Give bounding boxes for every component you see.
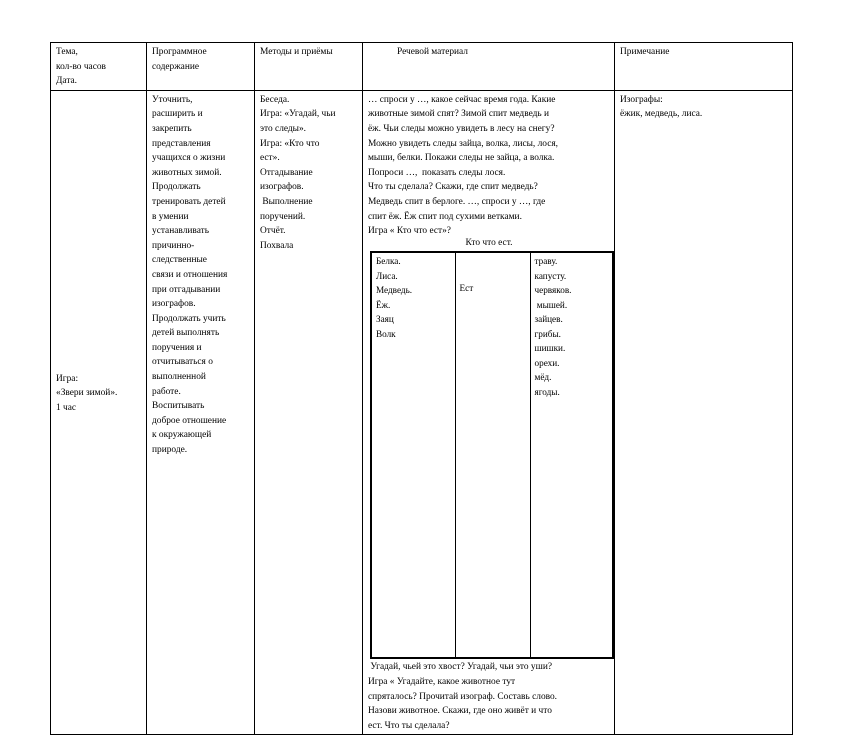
program-line: выполненной <box>152 372 206 383</box>
program-line: расширить и <box>152 109 203 120</box>
header-speech: Речевой материал <box>397 47 468 57</box>
program-line: отчитываться о <box>152 357 213 368</box>
speech-line: Назови животное. Скажи, где оно живёт и что <box>368 706 552 717</box>
speech-line: Игра « Кто что ест»? <box>368 226 451 237</box>
program-line: представления <box>152 138 211 149</box>
food-item: мёд. <box>534 372 552 383</box>
speech-line: ёж. Чьи следы можно увидеть в лесу на снегу? <box>368 123 555 134</box>
speech-line: спит ёж. Ёж спит под сухими ветками. <box>368 211 522 222</box>
methods-line: Похвала <box>260 240 294 251</box>
methods-line: Отчёт. <box>260 226 286 237</box>
notes-line: Изографы: <box>620 94 663 105</box>
program-line: изографов. <box>152 299 196 310</box>
header-methods-cell <box>255 43 363 91</box>
speech-line: Угадай, чьей это хвост? Угадай, чьи это уши? <box>368 662 552 673</box>
program-line: к окружающей <box>152 430 212 441</box>
animal-item: Заяц <box>376 314 394 325</box>
speech-line: Что ты сделала? Скажи, где спит медведь? <box>368 182 538 193</box>
methods-line: ест». <box>260 153 280 164</box>
notes-cell <box>615 90 793 735</box>
header-topic-line: Дата. <box>56 76 78 87</box>
program-line: поручения и <box>152 342 202 353</box>
methods-cell <box>255 90 363 735</box>
animal-item: Ёж. <box>376 299 391 310</box>
foods-column <box>530 252 613 658</box>
program-line: Уточнить, <box>152 94 193 105</box>
food-item: ягоды. <box>534 386 560 397</box>
speech-line: животные зимой спят? Зимой спит медведь и <box>368 109 550 120</box>
animal-item: Медведь. <box>376 285 413 296</box>
food-item: грибы. <box>534 328 561 339</box>
lesson-plan-table <box>50 42 793 735</box>
program-content-cell <box>147 90 255 735</box>
header-program-line: содержание <box>152 61 200 72</box>
methods-line: поручений. <box>260 211 306 222</box>
program-line: тренировать детей <box>152 196 226 207</box>
program-line: при отгадывании <box>152 284 221 295</box>
program-line: детей выполнять <box>152 328 220 339</box>
program-line: работе. <box>152 386 181 397</box>
who-eats-what-table <box>370 251 614 659</box>
who-eats-what-title: Кто что ест. <box>465 237 513 248</box>
content-row <box>51 90 793 735</box>
methods-line: изографов. <box>260 182 304 193</box>
program-line: Продолжать учить <box>152 313 226 324</box>
topic-line: 1 час <box>56 402 77 413</box>
program-line: в умении <box>152 211 189 222</box>
methods-line: Выполнение <box>260 196 313 207</box>
header-methods: Методы и приёмы <box>260 47 333 57</box>
header-notes: Примечание <box>620 47 670 57</box>
speech-line: мыши, белки. Покажи следы не зайца, а волка. <box>368 153 555 164</box>
animal-item: Белка. <box>376 256 401 267</box>
topic-line: «Звери зимой». <box>56 388 118 399</box>
methods-line: Игра: «Угадай, чьи <box>260 109 336 120</box>
animal-item: Волк <box>376 328 396 339</box>
speech-line: ест. Что ты сделала? <box>368 720 450 731</box>
program-line: учащихся о жизни <box>152 153 226 164</box>
methods-line: Игра: «Кто что <box>260 138 320 149</box>
food-item: капусту. <box>534 270 567 281</box>
program-line: устанавливать <box>152 226 209 237</box>
program-line: Продолжать <box>152 182 201 193</box>
header-notes-cell <box>615 43 793 91</box>
header-topic-line: Тема, <box>56 47 78 57</box>
program-line: животных зимой. <box>152 167 222 178</box>
food-item: червяков. <box>534 285 572 296</box>
header-row <box>51 43 793 91</box>
food-item: орехи. <box>534 357 560 368</box>
program-line: природе. <box>152 445 188 456</box>
speech-line: Можно увидеть следы зайца, волка, лисы, лося, <box>368 138 559 149</box>
verb-column <box>455 252 530 658</box>
food-item: зайцев. <box>534 314 563 325</box>
food-item: шишки. <box>534 343 566 354</box>
header-program-cell <box>147 43 255 91</box>
speech-material-cell <box>363 90 615 735</box>
topic-cell <box>51 90 147 735</box>
header-topic-line: кол-во часов <box>56 61 106 72</box>
methods-line: это следы». <box>260 123 307 134</box>
methods-line: Беседа. <box>260 94 290 105</box>
food-item: мышей. <box>534 299 568 310</box>
program-line: связи и отношения <box>152 269 228 280</box>
food-item: траву. <box>534 256 558 267</box>
program-line: Воспитывать <box>152 401 205 412</box>
speech-line: … спроси у …, какое сейчас время года. Какие <box>368 94 556 105</box>
speech-line: Медведь спит в берлоге. …, спроси у …, где <box>368 196 546 207</box>
program-line: следственные <box>152 255 207 266</box>
program-line: причинно- <box>152 240 195 251</box>
methods-line: Отгадывание <box>260 167 313 178</box>
header-speech-cell <box>363 43 615 91</box>
animal-item: Лиса. <box>376 270 398 281</box>
speech-line: спряталось? Прочитай изограф. Составь слово. <box>368 691 558 702</box>
program-line: доброе отношение <box>152 415 227 426</box>
verb-eats: Ест <box>459 283 474 294</box>
program-line: закрепить <box>152 123 192 134</box>
header-program-line: Программное <box>152 47 207 57</box>
topic-line: Игра: <box>56 373 79 384</box>
speech-line: Игра « Угадайте, какое животное тут <box>368 676 516 687</box>
notes-line: ёжик, медведь, лиса. <box>620 109 703 120</box>
animals-column <box>371 252 455 658</box>
header-topic-cell <box>51 43 147 91</box>
speech-line: Попроси …, показать следы лося. <box>368 167 506 178</box>
